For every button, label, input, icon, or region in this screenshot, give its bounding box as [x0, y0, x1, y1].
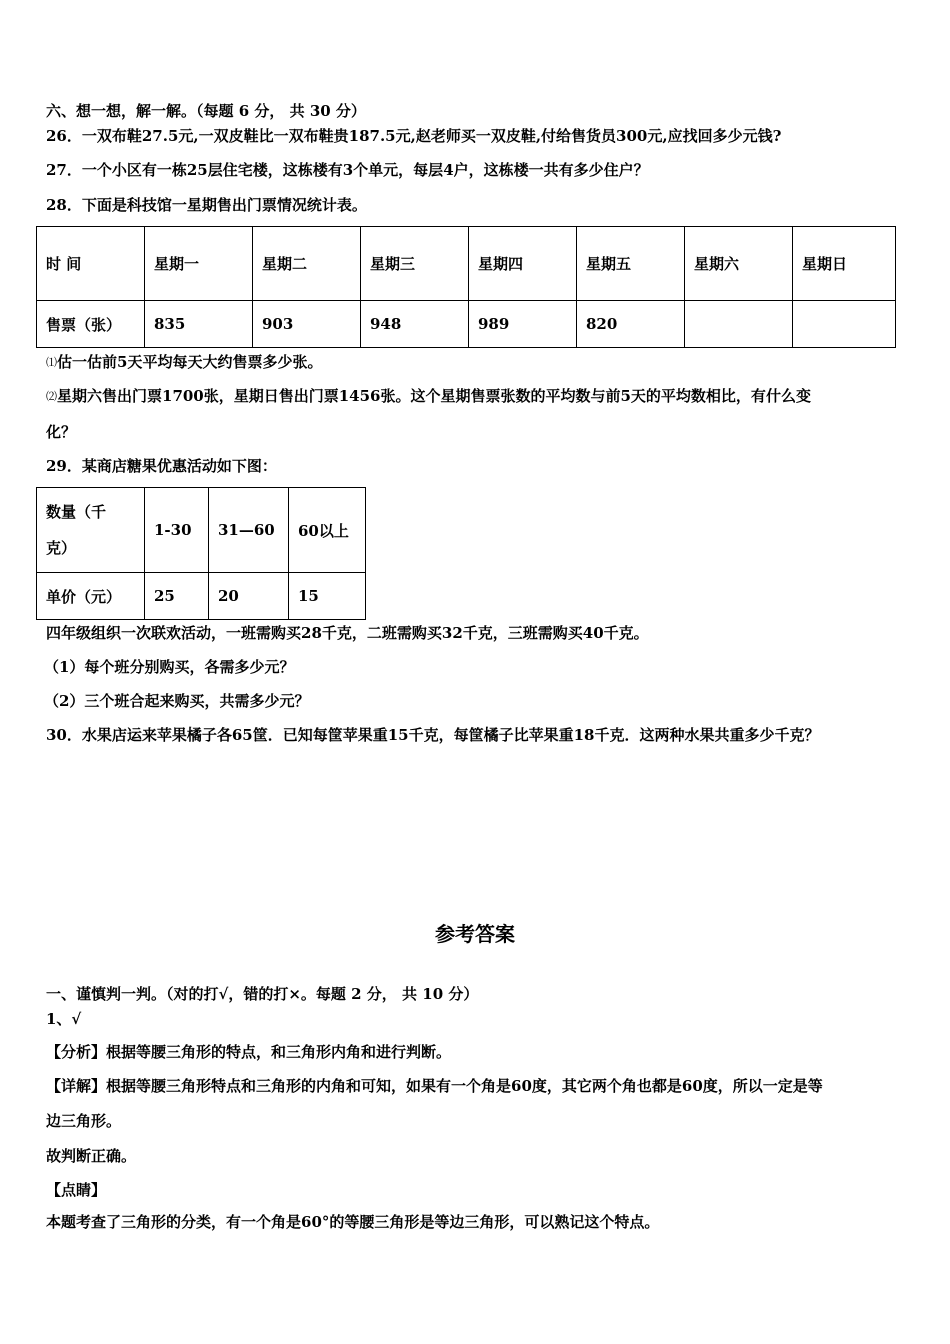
table-header-cell: 星期三 — [361, 227, 469, 301]
answers-section1-title: 一、谨慎判一判。（对的打√，错的打×。每题 2 分， 共 10 分） — [46, 985, 479, 1003]
table-row-label: 单价（元） — [37, 573, 145, 620]
sub-number: ⑴ — [46, 356, 57, 369]
question-27: 27．一个小区有一栋25层住宅楼，这栋楼有3个单元，每层4户，这栋楼一共有多少住户？ — [46, 161, 649, 179]
question-29-2: （2）三个班合起来购买，共需多少元？ — [44, 692, 310, 710]
question-29-desc: 四年级组织一次联欢活动，一班需购买28千克，二班需购买32千克，三班需购买40千克。 — [46, 624, 649, 642]
table-cell — [793, 301, 896, 348]
section6-title: 六、想一想，解一解。（每题 6 分， 共 30 分） — [46, 102, 366, 120]
answers-heading: 参考答案 — [435, 922, 515, 946]
question-28-2-cont: 化？ — [46, 423, 77, 441]
table-cell: 15 — [289, 573, 366, 620]
header-text-b: 克） — [46, 539, 77, 557]
table-row-label: 售票（张） — [37, 301, 145, 348]
sub-number: ⑵ — [46, 390, 57, 403]
answer-detail: 【详解】根据等腰三角形特点和三角形的内角和可知，如果有一个角是60度，其它两个角也都是60度，所以一定是等 — [46, 1077, 823, 1095]
question-29-1: （1）每个班分别购买，各需多少元？ — [44, 658, 295, 676]
question-26: 26．一双布鞋27.5元,一双皮鞋比一双布鞋贵187.5元,赵老师买一双皮鞋,付给售货员300元,应找回多少元钱? — [46, 127, 782, 145]
candy-price-table — [36, 487, 366, 620]
table-cell: 20 — [209, 573, 289, 620]
question-30: 30．水果店运来苹果橘子各65筐．已知每筐苹果重15千克，每筐橘子比苹果重18千克．这两种水果共重多少千克？ — [46, 726, 820, 744]
table-header-cell: 60以上 — [289, 488, 366, 573]
question-28-2 — [46, 386, 811, 407]
answer-1: 1、√ — [46, 1010, 82, 1028]
table-cell: 948 — [361, 301, 469, 348]
table-header-cell: 星期一 — [145, 227, 253, 301]
question-28-1 — [46, 352, 322, 373]
answer-detail-cont: 边三角形。 — [46, 1112, 122, 1130]
table-header-cell: 星期六 — [685, 227, 793, 301]
table-cell: 989 — [469, 301, 577, 348]
table-header-cell: 星期二 — [253, 227, 361, 301]
table-header-cell: 31—60 — [209, 488, 289, 573]
question-29: 29．某商店糖果优惠活动如下图： — [46, 457, 277, 475]
header-text-a: 数量（千 — [46, 503, 107, 521]
question-text: 星期六售出门票1700张，星期日售出门票1456张。这个星期售票张数的平均数与前5天的平均数相比，有什么变 — [57, 387, 811, 405]
table-cell: 835 — [145, 301, 253, 348]
table-cell: 903 — [253, 301, 361, 348]
table-header-cell: 1-30 — [145, 488, 209, 573]
answer-conclusion: 故判断正确。 — [46, 1147, 137, 1165]
table-header-cell: 时 间 — [37, 227, 145, 301]
answer-tip-label: 【点睛】 — [46, 1181, 107, 1199]
table-header-cell — [37, 488, 145, 573]
answer-tip: 本题考查了三角形的分类，有一个角是60°的等腰三角形是等边三角形，可以熟记这个特点。 — [46, 1213, 660, 1231]
answer-analysis: 【分析】根据等腰三角形的特点，和三角形内角和进行判断。 — [46, 1043, 452, 1061]
table-cell — [685, 301, 793, 348]
table-header-cell: 星期五 — [577, 227, 685, 301]
question-text: 估一估前5天平均每天大约售票多少张。 — [57, 353, 323, 371]
table-cell: 820 — [577, 301, 685, 348]
table-header-cell: 星期日 — [793, 227, 896, 301]
ticket-sales-table — [36, 226, 896, 348]
question-28: 28．下面是科技馆一星期售出门票情况统计表。 — [46, 196, 367, 214]
table-header-cell: 星期四 — [469, 227, 577, 301]
table-cell: 25 — [145, 573, 209, 620]
